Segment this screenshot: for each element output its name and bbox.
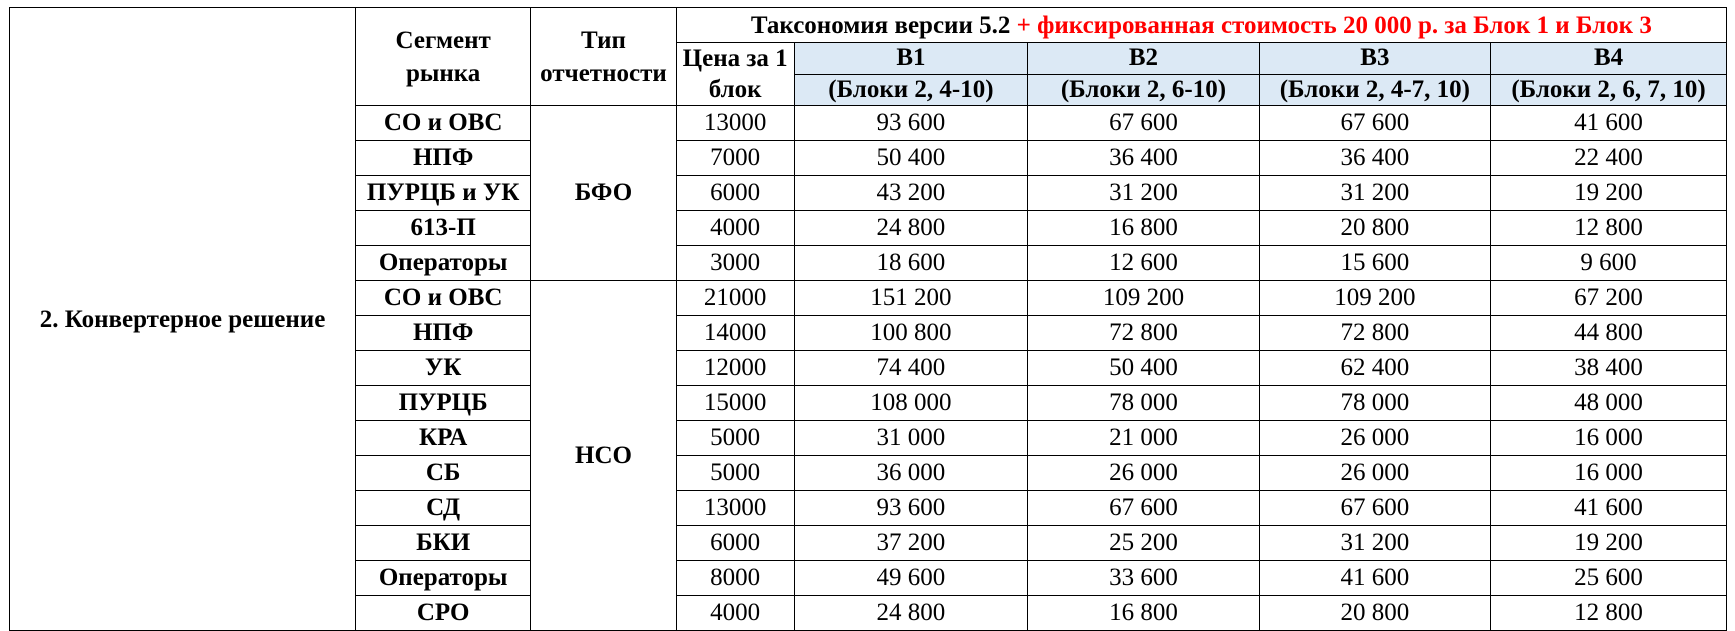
segment-cell: СД bbox=[356, 491, 531, 526]
segment-cell: СРО bbox=[356, 596, 531, 631]
variant-b3-cell: 67 600 bbox=[1259, 106, 1490, 141]
variant-b4-cell: 44 800 bbox=[1491, 316, 1727, 351]
price-cell: 5000 bbox=[676, 421, 794, 456]
header-variant-b3: B3 bbox=[1259, 43, 1490, 75]
header-variant-b4-blocks: (Блоки 2, 6, 7, 10) bbox=[1491, 74, 1727, 106]
variant-b3-cell: 78 000 bbox=[1259, 386, 1490, 421]
variant-b1-cell: 93 600 bbox=[794, 491, 1028, 526]
price-cell: 4000 bbox=[676, 211, 794, 246]
segment-cell: СБ bbox=[356, 456, 531, 491]
header-variant-b1-blocks: (Блоки 2, 4-10) bbox=[794, 74, 1028, 106]
variant-b2-cell: 33 600 bbox=[1028, 561, 1259, 596]
variant-b3-cell: 26 000 bbox=[1259, 456, 1490, 491]
header-taxonomy bbox=[676, 8, 1726, 43]
header-variant-b2: B2 bbox=[1028, 43, 1259, 75]
variant-b1-cell: 24 800 bbox=[794, 596, 1028, 631]
price-cell: 4000 bbox=[676, 596, 794, 631]
variant-b2-cell: 50 400 bbox=[1028, 351, 1259, 386]
price-cell: 12000 bbox=[676, 351, 794, 386]
variant-b3-cell: 31 200 bbox=[1259, 526, 1490, 561]
variant-b3-cell: 41 600 bbox=[1259, 561, 1490, 596]
section-label: 2. Конвертерное решение bbox=[10, 8, 356, 631]
segment-cell: БКИ bbox=[356, 526, 531, 561]
variant-b1-cell: 24 800 bbox=[794, 211, 1028, 246]
variant-b2-cell: 25 200 bbox=[1028, 526, 1259, 561]
price-cell: 21000 bbox=[676, 281, 794, 316]
variant-b3-cell: 109 200 bbox=[1259, 281, 1490, 316]
price-cell: 13000 bbox=[676, 491, 794, 526]
segment-cell: ПУРЦБ и УК bbox=[356, 176, 531, 211]
header-segment: Сегмент рынка bbox=[356, 8, 531, 106]
variant-b3-cell: 15 600 bbox=[1259, 246, 1490, 281]
variant-b4-cell: 67 200 bbox=[1491, 281, 1727, 316]
variant-b2-cell: 67 600 bbox=[1028, 491, 1259, 526]
variant-b4-cell: 19 200 bbox=[1491, 176, 1727, 211]
variant-b3-cell: 26 000 bbox=[1259, 421, 1490, 456]
segment-cell: СО и ОВС bbox=[356, 106, 531, 141]
variant-b1-cell: 151 200 bbox=[794, 281, 1028, 316]
header-price-per-block: Цена за 1 блок bbox=[676, 43, 794, 106]
price-cell: 5000 bbox=[676, 456, 794, 491]
report-type-cell: БФО bbox=[531, 106, 676, 281]
variant-b1-cell: 93 600 bbox=[794, 106, 1028, 141]
variant-b4-cell: 16 000 bbox=[1491, 421, 1727, 456]
variant-b1-cell: 50 400 bbox=[794, 141, 1028, 176]
price-table bbox=[9, 7, 1727, 631]
variant-b2-cell: 16 800 bbox=[1028, 211, 1259, 246]
variant-b2-cell: 109 200 bbox=[1028, 281, 1259, 316]
price-cell: 7000 bbox=[676, 141, 794, 176]
segment-cell: Операторы bbox=[356, 561, 531, 596]
variant-b1-cell: 31 000 bbox=[794, 421, 1028, 456]
variant-b1-cell: 74 400 bbox=[794, 351, 1028, 386]
variant-b2-cell: 31 200 bbox=[1028, 176, 1259, 211]
variant-b4-cell: 12 800 bbox=[1491, 596, 1727, 631]
segment-cell: УК bbox=[356, 351, 531, 386]
variant-b1-cell: 18 600 bbox=[794, 246, 1028, 281]
price-cell: 14000 bbox=[676, 316, 794, 351]
variant-b4-cell: 48 000 bbox=[1491, 386, 1727, 421]
segment-cell: НПФ bbox=[356, 316, 531, 351]
variant-b3-cell: 72 800 bbox=[1259, 316, 1490, 351]
variant-b2-cell: 16 800 bbox=[1028, 596, 1259, 631]
price-cell: 13000 bbox=[676, 106, 794, 141]
taxonomy-fixed-cost: + фиксированная стоимость 20 000 р. за Блок 1 и Блок 3 bbox=[1010, 11, 1652, 39]
price-cell: 6000 bbox=[676, 526, 794, 561]
table-body bbox=[10, 8, 1727, 631]
variant-b3-cell: 36 400 bbox=[1259, 141, 1490, 176]
variant-b2-cell: 36 400 bbox=[1028, 141, 1259, 176]
variant-b1-cell: 43 200 bbox=[794, 176, 1028, 211]
variant-b3-cell: 31 200 bbox=[1259, 176, 1490, 211]
variant-b2-cell: 78 000 bbox=[1028, 386, 1259, 421]
variant-b1-cell: 49 600 bbox=[794, 561, 1028, 596]
price-cell: 15000 bbox=[676, 386, 794, 421]
variant-b3-cell: 67 600 bbox=[1259, 491, 1490, 526]
variant-b4-cell: 41 600 bbox=[1491, 106, 1727, 141]
variant-b4-cell: 25 600 bbox=[1491, 561, 1727, 596]
segment-cell: СО и ОВС bbox=[356, 281, 531, 316]
header-variant-b4: B4 bbox=[1491, 43, 1727, 75]
variant-b4-cell: 19 200 bbox=[1491, 526, 1727, 561]
segment-cell: ПУРЦБ bbox=[356, 386, 531, 421]
price-cell: 8000 bbox=[676, 561, 794, 596]
variant-b4-cell: 12 800 bbox=[1491, 211, 1727, 246]
variant-b4-cell: 16 000 bbox=[1491, 456, 1727, 491]
segment-cell: КРА bbox=[356, 421, 531, 456]
variant-b2-cell: 67 600 bbox=[1028, 106, 1259, 141]
header-row-1 bbox=[10, 8, 1727, 43]
price-cell: 6000 bbox=[676, 176, 794, 211]
header-variant-b2-blocks: (Блоки 2, 6-10) bbox=[1028, 74, 1259, 106]
variant-b3-cell: 62 400 bbox=[1259, 351, 1490, 386]
variant-b2-cell: 26 000 bbox=[1028, 456, 1259, 491]
variant-b4-cell: 22 400 bbox=[1491, 141, 1727, 176]
header-report-type: Тип отчетности bbox=[531, 8, 676, 106]
variant-b4-cell: 38 400 bbox=[1491, 351, 1727, 386]
variant-b1-cell: 37 200 bbox=[794, 526, 1028, 561]
variant-b2-cell: 72 800 bbox=[1028, 316, 1259, 351]
header-variant-b1: B1 bbox=[794, 43, 1028, 75]
segment-cell: Операторы bbox=[356, 246, 531, 281]
segment-cell: НПФ bbox=[356, 141, 531, 176]
variant-b1-cell: 100 800 bbox=[794, 316, 1028, 351]
variant-b3-cell: 20 800 bbox=[1259, 211, 1490, 246]
variant-b2-cell: 21 000 bbox=[1028, 421, 1259, 456]
variant-b1-cell: 108 000 bbox=[794, 386, 1028, 421]
variant-b3-cell: 20 800 bbox=[1259, 596, 1490, 631]
variant-b1-cell: 36 000 bbox=[794, 456, 1028, 491]
variant-b4-cell: 9 600 bbox=[1491, 246, 1727, 281]
segment-cell: 613-П bbox=[356, 211, 531, 246]
header-variant-b3-blocks: (Блоки 2, 4-7, 10) bbox=[1259, 74, 1490, 106]
report-type-cell: НСО bbox=[531, 281, 676, 631]
taxonomy-title: Таксономия версии 5.2 bbox=[750, 11, 1011, 39]
variant-b2-cell: 12 600 bbox=[1028, 246, 1259, 281]
variant-b4-cell: 41 600 bbox=[1491, 491, 1727, 526]
price-cell: 3000 bbox=[676, 246, 794, 281]
